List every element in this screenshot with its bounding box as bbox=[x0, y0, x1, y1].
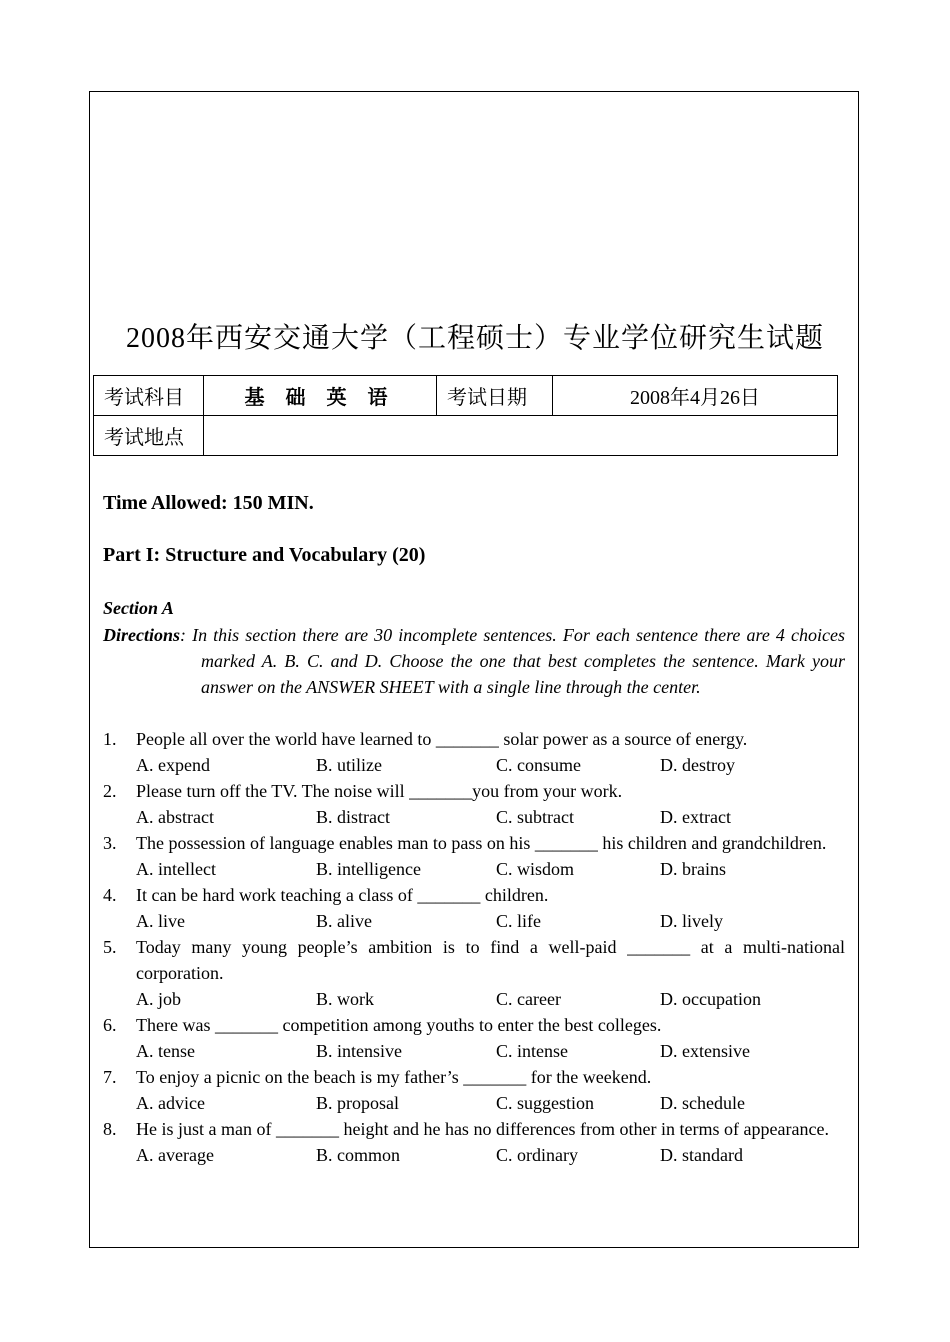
option-b: B. distract bbox=[316, 807, 390, 827]
option-d: D. occupation bbox=[660, 989, 761, 1009]
question-item bbox=[103, 934, 845, 1012]
options-row bbox=[103, 1142, 845, 1168]
question-item bbox=[103, 726, 845, 778]
question-text: The possession of language enables man to pass on his _______ his children and grandchildren. bbox=[136, 833, 827, 853]
question-item bbox=[103, 830, 845, 882]
option-b: B. alive bbox=[316, 911, 372, 931]
option-b: B. common bbox=[316, 1145, 400, 1165]
option-d: D. lively bbox=[660, 911, 723, 931]
options-row bbox=[103, 804, 845, 830]
question-stem bbox=[103, 882, 845, 908]
option-a: A. advice bbox=[136, 1093, 205, 1113]
option-b: B. proposal bbox=[316, 1093, 399, 1113]
question-text: To enjoy a picnic on the beach is my father’s _______ for the weekend. bbox=[136, 1067, 652, 1087]
question-stem bbox=[103, 1012, 845, 1038]
question-text: People all over the world have learned to _______ solar power as a source of energy. bbox=[136, 729, 748, 749]
question-number: 6. bbox=[103, 1015, 117, 1035]
option-b: B. work bbox=[316, 989, 374, 1009]
question-number: 3. bbox=[103, 833, 117, 853]
question-stem bbox=[103, 1064, 845, 1090]
question-text: Please turn off the TV. The noise will _______you from your work. bbox=[136, 781, 623, 801]
option-a: A. live bbox=[136, 911, 185, 931]
location-label: 考试地点 bbox=[94, 416, 204, 456]
option-a: A. abstract bbox=[136, 807, 214, 827]
option-d: D. destroy bbox=[660, 755, 735, 775]
subject-label: 考试科目 bbox=[94, 376, 204, 416]
directions bbox=[103, 622, 845, 700]
options-row bbox=[103, 856, 845, 882]
option-c: C. intense bbox=[496, 1041, 568, 1061]
option-c: C. ordinary bbox=[496, 1145, 578, 1165]
option-d: D. extensive bbox=[660, 1041, 750, 1061]
question-item bbox=[103, 1064, 845, 1116]
question-stem bbox=[103, 934, 845, 986]
options-row bbox=[103, 752, 845, 778]
question-text: Today many young people’s ambition is to find a well-paid _______ at a multi-national corporation. bbox=[136, 937, 845, 983]
directions-label: Directions bbox=[103, 625, 181, 645]
question-stem bbox=[103, 726, 845, 752]
options-row bbox=[103, 1038, 845, 1064]
time-allowed: Time Allowed: 150 MIN. bbox=[103, 492, 314, 514]
option-a: A. intellect bbox=[136, 859, 216, 879]
option-c: C. consume bbox=[496, 755, 581, 775]
option-d: D. standard bbox=[660, 1145, 743, 1165]
option-b: B. intelligence bbox=[316, 859, 421, 879]
date-label: 考试日期 bbox=[437, 376, 553, 416]
question-text: He is just a man of _______ height and he has no differences from other in terms of appearance. bbox=[136, 1119, 829, 1139]
option-b: B. utilize bbox=[316, 755, 382, 775]
question-item bbox=[103, 1012, 845, 1064]
exam-info-table bbox=[93, 375, 838, 456]
question-number: 2. bbox=[103, 781, 117, 801]
question-item bbox=[103, 778, 845, 830]
question-number: 8. bbox=[103, 1119, 117, 1139]
option-d: D. brains bbox=[660, 859, 726, 879]
question-text: There was _______ competition among youths to enter the best colleges. bbox=[136, 1015, 662, 1035]
question-stem bbox=[103, 778, 845, 804]
option-c: C. suggestion bbox=[496, 1093, 595, 1113]
location-value bbox=[204, 416, 838, 456]
option-c: C. subtract bbox=[496, 807, 574, 827]
exam-title: 2008年西安交通大学（工程硕士）专业学位研究生试题 bbox=[125, 323, 824, 354]
part-title: Part I: Structure and Vocabulary (20) bbox=[103, 544, 426, 566]
question-item bbox=[103, 882, 845, 934]
question-number: 7. bbox=[103, 1067, 117, 1087]
question-list bbox=[103, 726, 845, 1168]
option-a: A. expend bbox=[136, 755, 210, 775]
directions-text: : In this section there are 30 incomplete sentences. For each sentence there are 4 choices marked A. B. C. and D. Choose the one that best completes the sentence. Mark your answer on the ANSWER SHEET with a single line through the center. bbox=[180, 625, 845, 697]
question-text: It can be hard work teaching a class of _______ children. bbox=[136, 885, 549, 905]
options-row bbox=[103, 908, 845, 934]
subject-value: 基 础 英 语 bbox=[204, 376, 437, 416]
options-row bbox=[103, 986, 845, 1012]
option-c: C. career bbox=[496, 989, 561, 1009]
question-number: 1. bbox=[103, 729, 117, 749]
option-a: A. job bbox=[136, 989, 181, 1009]
date-value: 2008年4月26日 bbox=[553, 376, 838, 416]
option-b: B. intensive bbox=[316, 1041, 402, 1061]
question-stem bbox=[103, 1116, 845, 1142]
option-d: D. schedule bbox=[660, 1093, 745, 1113]
option-c: C. wisdom bbox=[496, 859, 575, 879]
section-label: Section A bbox=[103, 598, 174, 618]
question-item bbox=[103, 1116, 845, 1168]
option-c: C. life bbox=[496, 911, 541, 931]
question-number: 5. bbox=[103, 937, 117, 957]
question-number: 4. bbox=[103, 885, 117, 905]
question-stem bbox=[103, 830, 845, 856]
option-a: A. average bbox=[136, 1145, 214, 1165]
option-d: D. extract bbox=[660, 807, 731, 827]
option-a: A. tense bbox=[136, 1041, 195, 1061]
options-row bbox=[103, 1090, 845, 1116]
